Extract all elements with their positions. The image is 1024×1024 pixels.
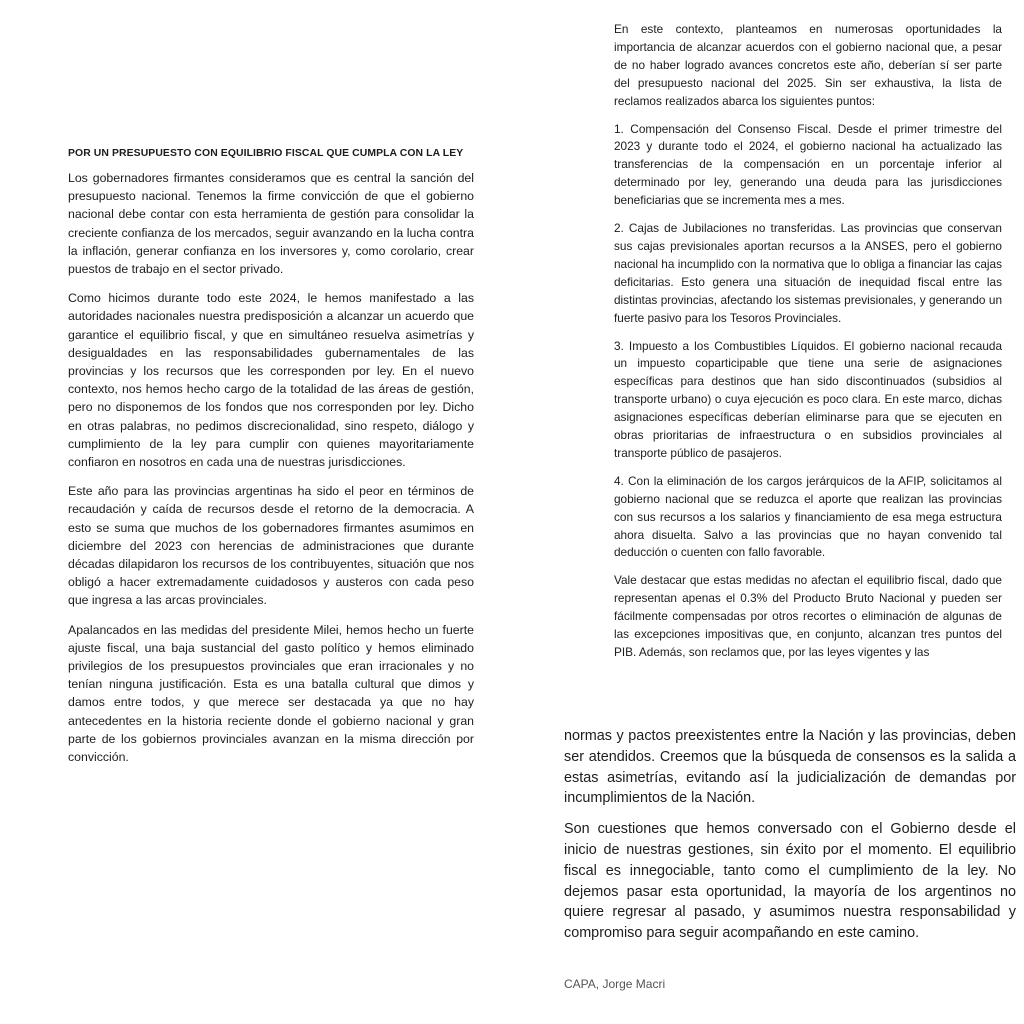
document-title: POR UN PRESUPUESTO CON EQUILIBRIO FISCAL QUE CUMPLA CON LA LEY: [68, 148, 464, 159]
right-top-column: [614, 21, 1002, 672]
claim-item-1: 1. Compensación del Consenso Fiscal. Desde el primer trimestre del 2023 y durante todo el 2024, el gobierno nacional ha actualizado las transferencias de la compensación en un porcentaje inferior al determinado por ley, generando una deuda para las jurisdicciones beneficiarias que se incrementa mes a mes.: [614, 121, 1002, 208]
final-paragraph: Son cuestiones que hemos conversado con el Gobierno desde el inicio de nuestras gestiones, sin éxito por el momento. El equilibrio fiscal es innegociable, tanto como el cumplimiento de la ley. No dejemos pasar esta oportunidad, la mayoría de los argentinos no quiere regresar al pasado, y asumimos nuestra responsabilidad y compromiso para seguir acompañando en este camino.: [564, 821, 1016, 942]
right-bottom-column: [564, 726, 1016, 954]
signature-text: CAPA, Jorge Macri: [564, 977, 666, 991]
left-paragraph-4: Apalancados en las medidas del presidente Milei, hemos hecho un fuerte ajuste fiscal, una baja sustancial del gasto político y hemos eliminado privilegios de los presupuestos provinciales que eran irracionales y no tenían ninguna justificación. Esta es una batalla cultural que dimos y damos entre todos, y que merece ser destacada ya que no hay antecedentes en la historia reciente donde el gobierno nacional y gran parte de los gobiernos provinciales avanzan en la misma dirección por convicción.: [68, 622, 474, 765]
left-paragraph-2: Como hicimos durante todo este 2024, le hemos manifestado a las autoridades nacionales nuestra predisposición a alcanzar un acuerdo que garantice el equilibrio fiscal, y que en simultáneo resuelva asimetrías y desigualdades en las responsabilidades gubernamentales de las provincias y los recursos que les corresponden por ley. En el nuevo contexto, nos hemos hecho cargo de la totalidad de las áreas de gestión, pero no disponemos de los fondos que nos corresponden por ley. Dicho en otras palabras, no pedimos discrecionalidad, sino respeto, diálogo y cumplimiento de la ley para cumplir con quienes mayoritariamente confiaron en nosotros en cada una de nuestras jurisdicciones.: [68, 291, 474, 470]
right-intro-paragraph: En este contexto, planteamos en numerosas oportunidades la importancia de alcanzar acuerdos con el gobierno nacional que, a pesar de no haber logrado avances concretos este año, deberían sí ser parte del presupuesto nacional del 2025. Sin ser exhaustiva, la lista de reclamos realizados abarca los siguientes puntos:: [614, 22, 1002, 108]
claim-item-2: 2. Cajas de Jubilaciones no transferidas. Las provincias que conservan sus cajas previsionales aportan recursos a la ANSES, pero el gobierno nacional ha incumplido con la normativa que lo obliga a financiar las cajas deficitarias. Esto genera una situación de inequidad fiscal entre las distintas provincias, afectando los sistemas previsionales, y generando un fuerte pasivo para los Tesoros Provinciales.: [614, 221, 1002, 325]
closing-note-paragraph: Vale destacar que estas medidas no afectan el equilibrio fiscal, dado que representan apenas el 0.3% del Producto Bruto Nacional y pueden ser fácilmente compensadas por otros recortes o eliminación de algunas de las excepciones impositivas que, en conjunto, alcanzan tres puntos del PIB. Además, son reclamos que, por las leyes vigentes y las: [614, 573, 1002, 659]
left-paragraph-3: Este año para las provincias argentinas ha sido el peor en términos de recaudación y caída de recursos desde el retorno de la democracia. A esto se suma que muchos de los gobernadores firmantes asumimos en diciembre del 2023 con herencias de administraciones que durante décadas dilapidaron los recursos de los contribuyentes, situación que nos obligó a hacer extremadamente cuidadosos y austeros con cada peso que ingresa a las arcas provinciales.: [68, 484, 474, 608]
continuation-paragraph: normas y pactos preexistentes entre la Nación y las provincias, deben ser atendidos. Creemos que la búsqueda de consensos es la salida a estas asimetrías, evitando así la judicialización de demandas por incumplimientos de la Nación.: [564, 728, 1016, 807]
left-paragraph-1: Los gobernadores firmantes consideramos que es central la sanción del presupuesto nacional. Tenemos la firme convicción de que el gobierno nacional debe contar con esta herramienta de gestión para consolidar la creciente confianza de los mercados, seguir avanzando en la lucha contra la inflación, generar confianza en los inversores y, como corolario, crear puestos de trabajo en el sector privado.: [68, 171, 474, 277]
claim-item-3: 3. Impuesto a los Combustibles Líquidos. El gobierno nacional recauda un impuesto coparticipable que tiene una serie de asignaciones específicas para destinos que han sido discontinuados (subsidios al transporte urbano) o cuya ejecución es poco clara. En este marco, dichas asignaciones específicas deberían eliminarse para que se ejecuten en obras prioritarias de infraestructura o en subsidios provinciales al transporte público de pasajeros.: [614, 338, 1002, 460]
left-column: [68, 147, 474, 777]
claim-item-4: 4. Con la eliminación de los cargos jerárquicos de la AFIP, solicitamos al gobierno nacional que se reduzca el aporte que realizan las provincias con sus recursos a los salarios y financiamiento de esa mega estructura ahora disuelta. Salvo a las provincias que no hayan convenido tal deducción o cuenten con fallo favorable.: [614, 473, 1002, 560]
cropped-signature-line: [564, 977, 764, 991]
